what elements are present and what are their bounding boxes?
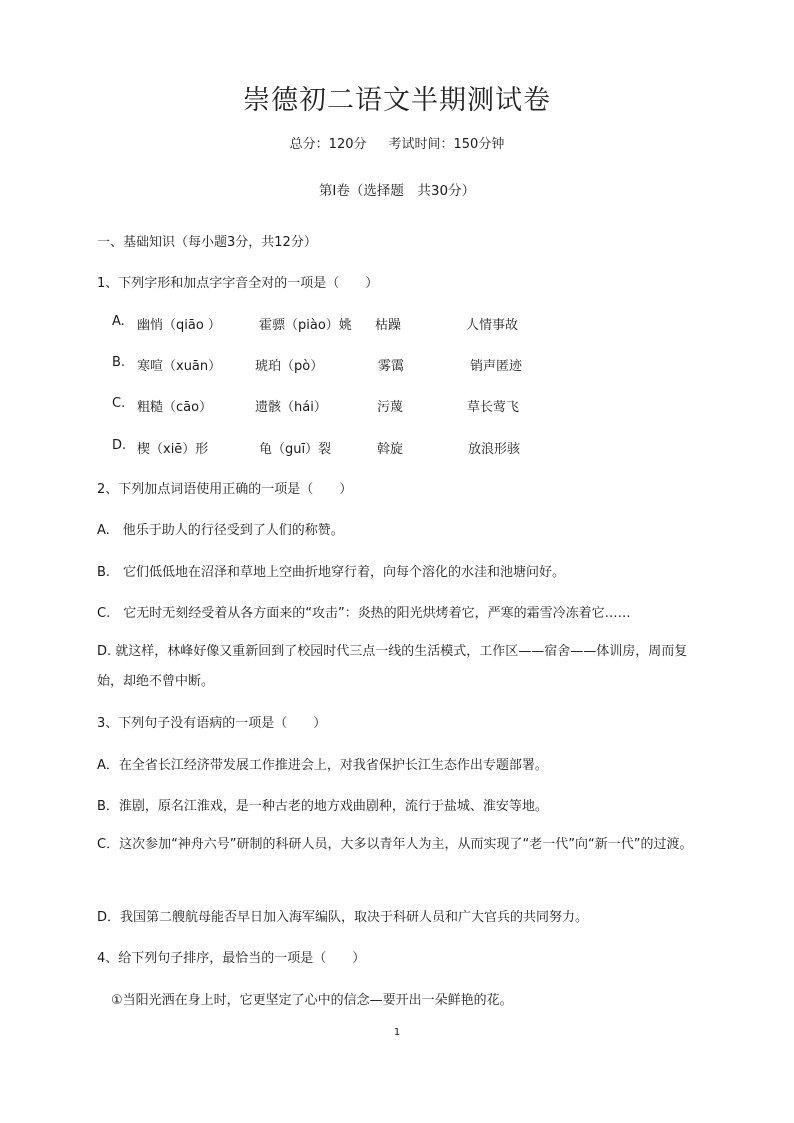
- part-heading: 第Ⅰ卷（选择题 共30分）: [318, 183, 476, 199]
- question-3-option-a: A．在全省长江经济带发展工作推进会上，对我省保护长江生态作出专题部署。: [97, 758, 548, 773]
- option-word: 枯躁: [375, 318, 402, 333]
- option-word: 销声匿迹: [470, 359, 523, 374]
- option-word: 放浪形骇: [468, 442, 521, 457]
- option-word: 楔（xiē）形: [137, 442, 209, 457]
- question-3-option-b: B．淮剧，原名江淮戏，是一种古老的地方戏曲剧种，流行于盐城、淮安等地。: [97, 799, 548, 814]
- option-word: 幽悄（qiāo ）: [137, 318, 221, 333]
- question-3-option-d: D．我国第二艘航母能否早日加入海军编队，取决于科研人员和广大官兵的共同努力。: [97, 910, 589, 925]
- option-word: 雾霭: [378, 359, 405, 374]
- option-label: A.: [112, 314, 125, 329]
- option-label: B.: [112, 355, 126, 370]
- total-score: 总分：120分: [289, 137, 367, 152]
- option-word: 粗糙（cāo）: [137, 400, 213, 415]
- question-4-stem: 4、给下列句子排序，最恰当的一项是（ ）: [97, 951, 366, 966]
- question-1-stem: 1、下列字形和加点字字音全对的一项是（ ）: [97, 276, 379, 291]
- option-word: 遗骸（hái）: [255, 400, 327, 415]
- option-word: 草长莺飞: [467, 400, 520, 415]
- exam-meta: [0, 133, 794, 152]
- option-label: D.: [112, 438, 127, 453]
- exam-time: 考试时间：150分钟: [388, 137, 505, 152]
- section-heading: 一、基础知识（每小题3分，共12分）: [97, 235, 317, 250]
- exam-title: 崇德初二语文半期测试卷: [243, 85, 551, 116]
- question-3-option-c: C．这次参加“神舟六号”研制的科研人员，大多以青年人为主，从而实现了“老一代”向“新一代”的过渡。: [97, 837, 693, 852]
- option-word: 斡旋: [377, 442, 404, 457]
- option-word: 人情事故: [466, 318, 519, 333]
- question-2-option-b: B. 它们低低地在沼泽和草地上空曲折地穿行着，向每个溶化的水洼和池塘问好。: [97, 565, 566, 580]
- option-word: 琥珀（pò）: [255, 359, 324, 374]
- question-2-option-a: A. 他乐于助人的行径受到了人们的称赞。: [97, 523, 344, 538]
- question-2-option-c: C. 它无时无刻经受着从各方面来的“攻击”：炎热的阳光烘烤着它，严寒的霜雪冷冻着它……: [97, 606, 631, 621]
- question-4-sentence-1: ①当阳光洒在身上时，它更坚定了心中的信念—要开出一朵鲜艳的花。: [111, 993, 513, 1008]
- option-label: C.: [112, 396, 126, 411]
- question-3-stem: 3、下列句子没有语病的一项是（ ）: [97, 716, 327, 731]
- question-2-option-d: D. 就这样，林峰好像又重新回到了校园时代三点一线的生活模式，工作区——宿舍——体训房，周而复始，却绝不曾中断。: [97, 644, 688, 689]
- option-word: 污蔑: [377, 400, 404, 415]
- option-word: 霍骠（piào）姚: [259, 318, 352, 333]
- option-word: 龟（guī）裂: [259, 442, 332, 457]
- option-word: 寒喧（xuān）: [137, 359, 222, 374]
- page-number: 1: [393, 1027, 401, 1038]
- question-2-stem: 2、下列加点词语使用正确的一项是（ ）: [97, 482, 353, 497]
